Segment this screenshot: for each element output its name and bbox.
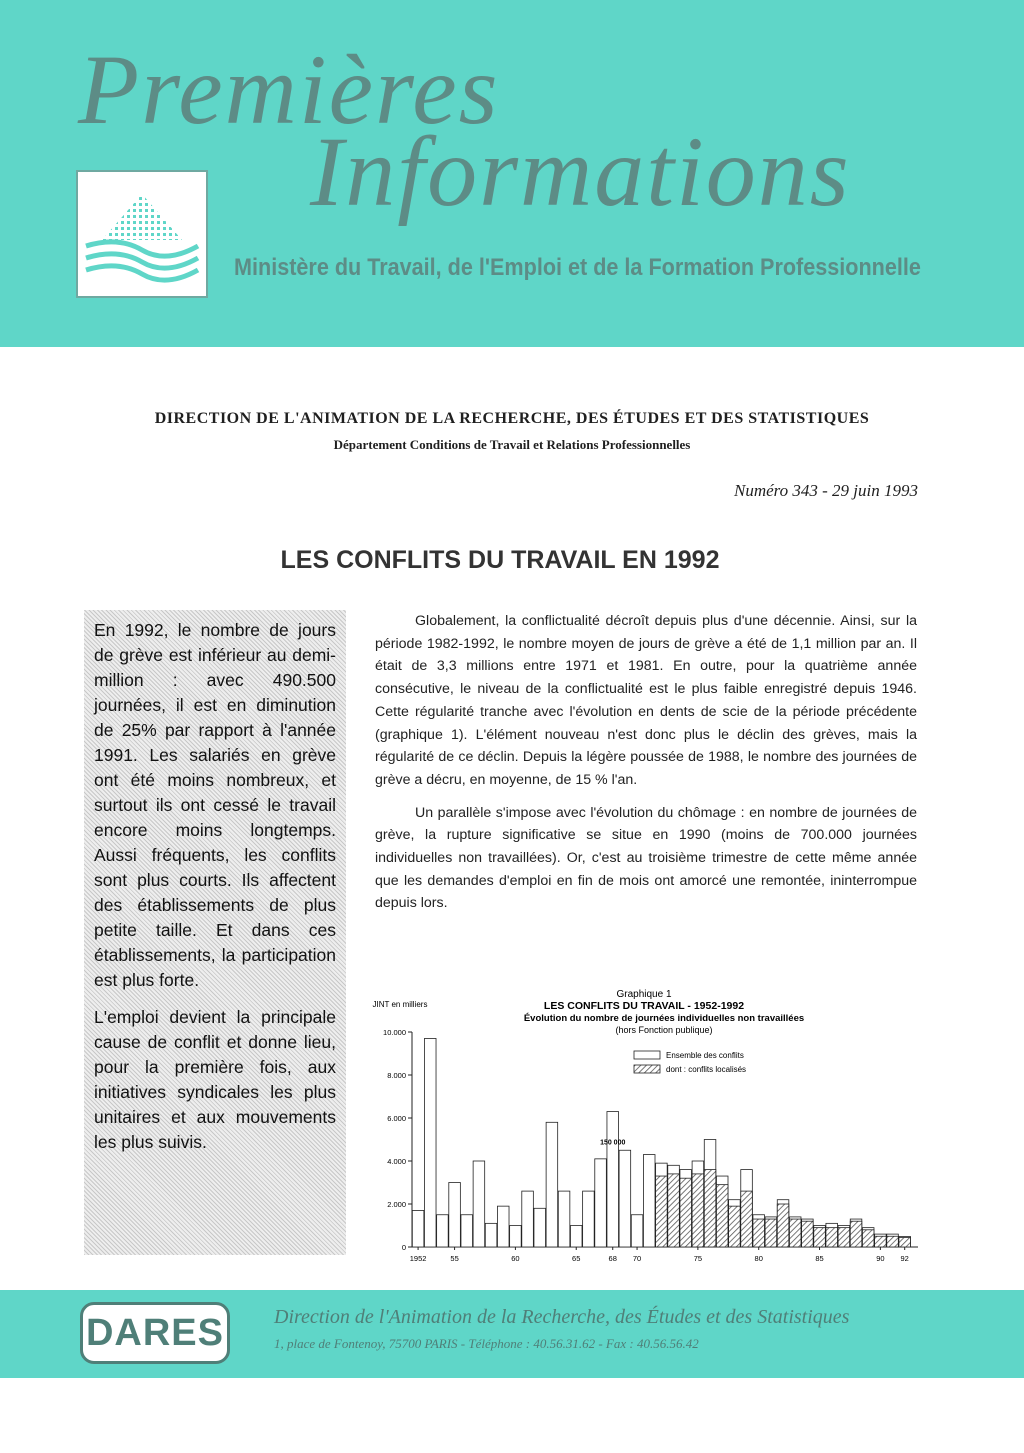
bar-localises xyxy=(838,1228,850,1247)
issue-number-date: Numéro 343 - 29 juin 1993 xyxy=(733,481,918,500)
dares-logo: DARES xyxy=(80,1302,230,1364)
legend-swatch-ensemble xyxy=(634,1051,660,1059)
bar-localises xyxy=(875,1236,887,1247)
bar-ensemble xyxy=(558,1191,570,1247)
publication-title-line2: Informations xyxy=(310,116,851,227)
footer-address: 1, place de Fontenoy, 75700 PARIS - Téléphone : 40.56.31.62 - Fax : 40.56.56.42 xyxy=(274,1336,699,1351)
bar-localises xyxy=(716,1185,728,1247)
chart-label: Graphique 1 xyxy=(616,989,672,1000)
bar-localises xyxy=(850,1221,862,1247)
bar-ensemble xyxy=(546,1122,558,1247)
bar-localises xyxy=(777,1204,789,1247)
bar-localises xyxy=(656,1176,668,1247)
direction-heading: DIRECTION DE L'ANIMATION DE LA RECHERCHE, DES ÉTUDES ET DES STATISTIQUES xyxy=(154,410,870,427)
bar-localises xyxy=(862,1230,874,1247)
bar-ensemble xyxy=(595,1159,607,1247)
bar-ensemble xyxy=(412,1210,424,1247)
y-tick-label: 0 xyxy=(401,1243,406,1252)
chart-title: LES CONFLITS DU TRAVAIL - 1952-1992 xyxy=(543,1000,745,1012)
article-body xyxy=(375,610,917,925)
x-tick-label: 70 xyxy=(632,1254,642,1263)
bar-localises xyxy=(753,1219,765,1247)
bar-ensemble xyxy=(570,1226,582,1248)
bar-ensemble xyxy=(534,1208,546,1247)
legend-label-localises: dont : conflits localisés xyxy=(666,1065,747,1074)
y-tick-label: 6.000 xyxy=(387,1114,406,1123)
bar-localises xyxy=(680,1178,692,1247)
bar-localises xyxy=(765,1219,777,1247)
chart-annotation: 150 000 xyxy=(600,1139,626,1147)
bar-localises xyxy=(741,1191,753,1247)
article-title: LES CONFLITS DU TRAVAIL EN 1992 xyxy=(280,546,720,574)
ministry-name: Ministère du Travail, de l'Emploi et de la Formation Professionnelle xyxy=(234,254,921,281)
x-tick-label: 92 xyxy=(900,1254,909,1263)
y-axis-label: JINT en milliers xyxy=(372,1000,428,1009)
y-tick-label: 10.000 xyxy=(383,1028,406,1037)
bar-ensemble xyxy=(473,1161,485,1247)
x-tick-label: 55 xyxy=(450,1254,459,1263)
bar-ensemble xyxy=(437,1215,449,1247)
bar-localises xyxy=(899,1238,911,1247)
bar-ensemble xyxy=(522,1191,534,1247)
x-tick-label: 90 xyxy=(876,1254,885,1263)
bar-ensemble xyxy=(607,1112,619,1247)
bar-ensemble xyxy=(461,1215,473,1247)
bar-localises xyxy=(789,1219,801,1247)
y-tick-label: 2.000 xyxy=(387,1200,406,1209)
legend-swatch-localises xyxy=(634,1065,660,1073)
bar-ensemble xyxy=(643,1155,655,1247)
x-tick-label: 65 xyxy=(572,1254,581,1263)
chart-svg xyxy=(364,985,924,1275)
bar-ensemble xyxy=(619,1150,631,1247)
y-tick-label: 8.000 xyxy=(387,1071,406,1080)
ministry-logo-icon xyxy=(78,172,206,296)
header-band xyxy=(0,0,1024,347)
bar-localises xyxy=(887,1236,899,1247)
x-tick-label: 60 xyxy=(511,1254,520,1263)
bar-localises xyxy=(729,1206,741,1247)
y-tick-label: 4.000 xyxy=(387,1157,406,1166)
chart-graphique-1 xyxy=(364,985,924,1275)
body-paragraph: Un parallèle s'impose avec l'évolution du chômage : en nombre de journées de grève, la rupture significative se situe en 1990 (moins de 700.000 journées individuelles non travaillées). Or, c'est au troisième trimestre de cette même année que les demandes d'emploi en fin de mois ont amorcé une remontée, ininterrompue depuis lors. xyxy=(375,804,917,912)
bar-localises xyxy=(704,1170,716,1247)
chart-note: (hors Fonction publique) xyxy=(615,1025,713,1035)
department-subheading: Département Conditions de Travail et Relations Professionnelles xyxy=(333,437,691,452)
bar-ensemble xyxy=(583,1191,595,1247)
footer-organization: Direction de l'Animation de la Recherche, des Études et des Statistiques xyxy=(274,1306,850,1328)
bar-localises xyxy=(826,1228,838,1247)
bar-ensemble xyxy=(424,1038,436,1247)
bar-ensemble xyxy=(497,1206,509,1247)
legend-label-ensemble: Ensemble des conflits xyxy=(666,1051,744,1060)
chart-subtitle: Évolution du nombre de journées individuelles non travaillées xyxy=(523,1013,805,1024)
summary-paragraph: L'emploi devient la principale cause de conflit et donne lieu, pour la première fois, aux initiatives syndicales les plus unitaires et aux mouvements les plus suivis. xyxy=(94,1007,336,1152)
ministry-logo xyxy=(76,170,208,298)
bar-ensemble xyxy=(631,1215,643,1247)
publication-title-line1: Premières xyxy=(78,34,500,145)
bar-ensemble xyxy=(510,1226,522,1248)
bar-ensemble xyxy=(485,1223,497,1247)
bar-localises xyxy=(814,1228,826,1247)
summary-box xyxy=(84,610,346,1255)
body-paragraph: Globalement, la conflictualité décroît depuis plus d'une décennie. Ainsi, sur la période 1982-1992, le nombre moyen de jours de grève a été de 1,1 million par an. Il était de 3,3 millions entre 1971 et 1981. En outre, pour la quatrième année consécutive, le niveau de la conflictualité est le plus faible enregistré depuis 1946. Cette régularité tranche avec l'évolution en dents de scie de la période précédente (graphique 1). L'élément nouveau n'est donc plus le déclin des grèves, mais la régularité de ce déclin. Depuis la légère poussée de 1988, le nombre des journées de grève a décru, en moyenne, de 15 % l'an. xyxy=(375,613,917,788)
x-tick-label: 75 xyxy=(693,1254,703,1263)
bar-localises xyxy=(802,1221,814,1247)
bar-localises xyxy=(668,1174,680,1247)
x-tick-label: 85 xyxy=(815,1254,824,1263)
x-tick-label: 80 xyxy=(754,1254,763,1263)
x-tick-label: 68 xyxy=(608,1254,617,1263)
x-tick-label: 1952 xyxy=(409,1254,427,1263)
summary-paragraph: En 1992, le nombre de jours de grève est inférieur au demi-million : avec 490.500 journées, il est en diminution de 25% par rapport à l'année 1991. Les salariés en grève ont été moins nombreux, et surtout ils ont cessé le travail encore moins longtemps. Aussi fréquents, les conflits sont plus courts. Ils affectent des établissements de plus petite taille. Et dans ces établissements, la participation est plus forte. xyxy=(94,620,336,990)
bar-ensemble xyxy=(449,1183,461,1248)
bar-localises xyxy=(692,1174,704,1247)
